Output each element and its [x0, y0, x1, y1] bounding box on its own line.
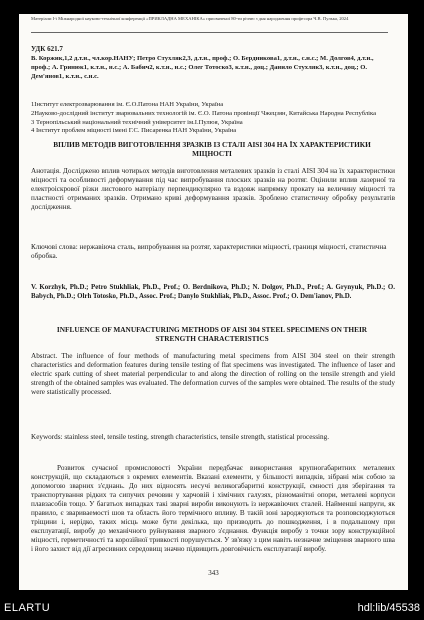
keywords-ua: Ключові слова: нержавіюча сталь, випробування на розтяг, характеристики міцності, границя міцності, статистична обробка. [31, 243, 387, 260]
authors-ua: В. Коржик,1,2 д.т.н., чл.кор.НАНУ; Петро Стухляк2,3, д.т.н., проф.; О. Бердникова1, д.т.н., с.н.с.; М. Долгов4, д.т.н., проф.; А. Гринюк1, к.т.н., н.с.; А. Бабич2, к.т.н., н.с.; Олег Тотоско3, к.т.н., доц.; Данило Стухляк3, к.т.н., доц.; О. Дем'янов1, к.т.н., с.н.с. [31, 55, 374, 80]
abstract-en: Abstract. The influence of four methods of manufacturing metal specimens from AISI 304 steel on their strength characteristics and deformation features during tensile testing of flat specimens was investigated. The influence of laser and electric spark cutting of sheet material perpendicular to and along the direction of rolling on the tensile strength and yield strength of the obtained samples was evaluated. The deformation curves of the samples were obtained. The results of the study were statistically processed. [31, 352, 395, 396]
affiliation-item: 4 Інститут проблем міцності імені Г.С. Писаренка НАН України, Україна [31, 127, 237, 135]
title-en: INFLUENCE OF MANUFACTURING METHODS OF AISI 304 STEEL SPECIMENS ON THEIR STRENGTH CHARACTERISTICS [56, 325, 368, 343]
udk-code: УДК 621.7 [31, 45, 63, 53]
repository-name: ELARTU [4, 602, 51, 614]
paper-page [19, 14, 408, 590]
page-number: 343 [208, 569, 219, 577]
affiliations [31, 101, 393, 136]
affiliation-item: 3 Тернопільський національний технічний університет ім.І.Пулюя, Україна [31, 118, 243, 126]
conference-header: Матеріали I-ї Міжнародної науково-технічної конференції «ПРИКЛАДНА МЕХАНІКА» присвяченої 80-ти річчю з дня народження професора Ч.В. Пулька, 2024 [31, 16, 349, 21]
abstract-ua: Анотація. Досліджено вплив чотирьох методів виготовлення металевих зразків із сталі AISI 304 на їх характеристики міцності та особливості деформування під час випробування плоских зразків на розтяг. Оцінили вплив лазерної та електроіскрової різки листового матеріалу перпендикулярно та вздовж напрямку прокату на величину міцності та пластності отриманих зразків. Отримано криві деформування зразків. Зроблено статистичну обробку результатів дослідження. [31, 167, 395, 211]
affiliation-item: 2Науково-дослідний інститут зварювальних технологій ім. Є.О. Патона провінції Чжецзян, Китайська Народна Республіка [31, 109, 377, 117]
handle-id: hdl:lib/45538 [357, 602, 420, 614]
header-divider [31, 32, 388, 33]
keywords-en: Keywords: stainless steel, tensile testing, strength characteristics, tensile strength, statistical processing. [31, 433, 330, 441]
body-text: Розвиток сучасної промисловості України передбачає використання крупногабаритних металевих конструкцій, що складаються з окремих елементів. Вказані елементи, у більшості випадків, зібрані між собою за допомогою зварних з'єднань. До них відносять несучі великогабаритні конструкції, ємності для зберігання та транспортування рідких та сипучих речовин у харчовій і хімічних галузях, різноманітні опори, металеві корпуси плавзасобів тощо. У багатьох випадках такі зварні вироби виконують із нержавіючих сталей. Найменші напруги, як правило, є звариваемості шов та область його термічного впливу. В такій зоні зароджуються та розповсюджуються тріщини і, нерідко, таких місць може бути декілька, що призводить до пошкодження, і в подальшому при експлуатації, виробу до механічного руйнування зварного з'єднання. Функція виробу з точки зору конструкційної міцності, герметичності та корозійної тривкості порушується. У зв'язку з цим навіть незначне зміщення зварного шва і його захист від дії агресивних середовищ значно підвищить довговічність експлуатації виробу. [31, 464, 395, 553]
title-ua: ВПЛИВ МЕТОДІВ ВИГОТОВЛЕННЯ ЗРАЗКІВ ІЗ СТАЛІ AISI 304 НА ЇХ ХАРАКТЕРИСТИКИ МІЦНОСТІ [53, 140, 371, 158]
repository-footer [0, 598, 424, 620]
affiliation-item: 1Інститут електрозварювання ім. Є.О.Патона НАН України, Україна [31, 101, 224, 108]
authors-en: V. Korzhyk, Ph.D.; Petro Stukhliak, Ph.D., Prof.; O. Berdnikova, Ph.D.; N. Dolgov, Ph.D., Prof.; A. Grynyuk, Ph.D.; O. Babych, Ph.D.; Olrh Totosko, Ph.D., Assoc. Prof.; Danylo Stukhliak, Ph.D., Assoc. Prof.; O. Dem'ianov, Ph.D. [31, 284, 395, 300]
